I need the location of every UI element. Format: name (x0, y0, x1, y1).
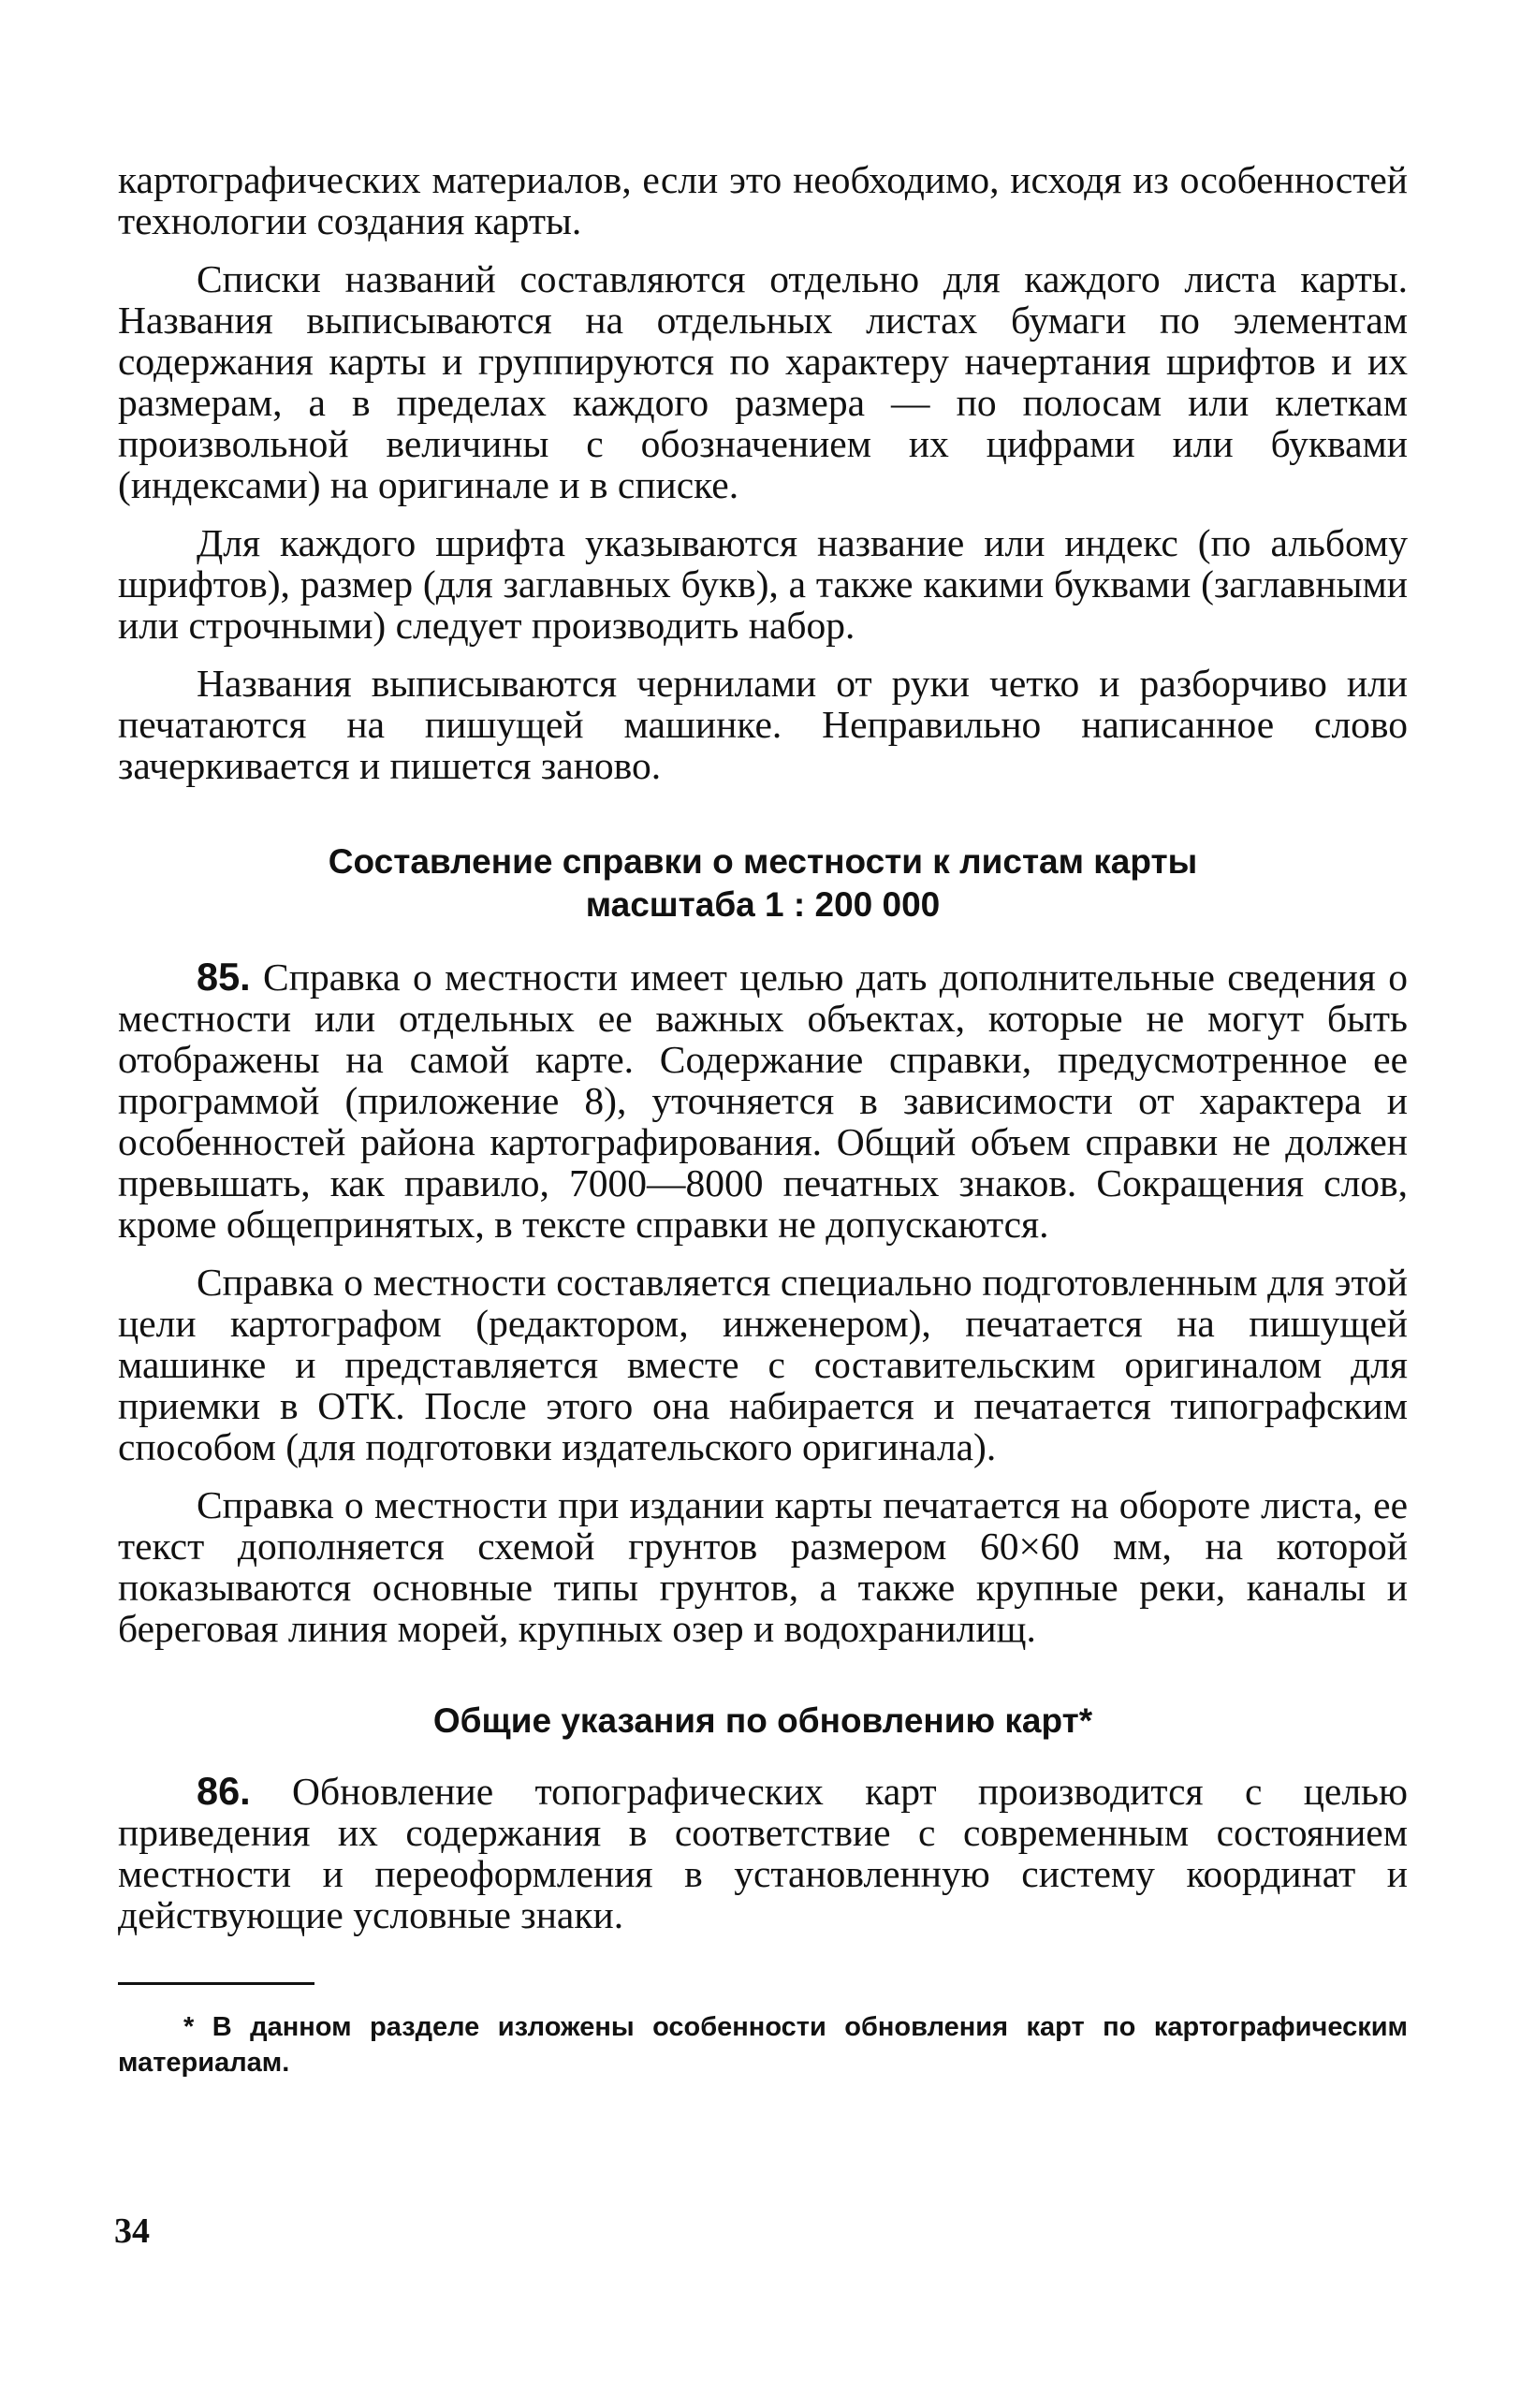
footnote: * В данном разделе изложены особенности обновления карт по картографическим материалам. (118, 2012, 1408, 2078)
section-heading-update: Общие указания по обновлению карт* (432, 1701, 1093, 1740)
section-heading-line-1: Составление справки о местности к листам карты (328, 842, 1198, 881)
paragraph-reference-printing: Справка о местности при издании карты печатается на обороте листа, ее текст дополняется схемой грунтов размером 60×60 мм, на которой показываются основные типы грунтов, а также крупные реки, каналы и береговая линия морей, крупных озер и водохранилищ. (118, 1483, 1408, 1650)
section-heading-map-update (118, 1700, 1408, 1743)
paragraph-writing-names: Названия выписываются чернилами от руки четко и разборчиво или печатаются на пишущей машинке. Неправильно написанное слово зачеркивается и пишется заново. (118, 662, 1408, 787)
page-number: 34 (114, 2211, 150, 2251)
paragraph-86 (118, 1771, 1408, 1935)
page-body (118, 159, 1408, 2080)
section-heading-terrain-reference (118, 840, 1408, 927)
paragraph-reference-preparation: Справка о местности составляется специально подготовленным для этой цели картографом (редактором, инженером), печатается на пишущей машинке и представляется вместе с составительским оригиналом для приемки в ОТК. После этого она набирается и печатается типографским способом (для подготовки издательского оригинала). (118, 1261, 1408, 1468)
paragraph-86-text: Обновление топографических карт производится с целью приведения их содержания в соответствие с современным состоянием местности и переоформления в установленную систему координат и действующие условные знаки. (118, 1770, 1408, 1936)
paragraph-name-lists: Списки названий составляются отдельно для каждого листа карты. Названия выписываются на отдельных листах бумаги по элементам содержания карты и группируются по характеру начертания шрифтов и их размерам, а в пределах каждого размера — по полосам или клеткам произвольной величины с обозначением их цифрами или буквами (индексами) на оригинале и в списке. (118, 257, 1408, 506)
paragraph-font-spec: Для каждого шрифта указываются название или индекс (по альбому шрифтов), размер (для заглавных букв), а также какими буквами (заглавными или строчными) следует производить набор. (118, 521, 1408, 647)
paragraph-85-text: Справка о местности имеет целью дать дополнительные сведения о местности или отдельных ее важных объектах, которые не могут быть отображены на самой карте. Содержание справки, предусмотренное ее программой (приложение 8), уточняется в зависимости от характера и особенностей района картографирования. Общий объем справки не должен превышать, как правило, 7000—8000 печатных знаков. Сокращения слов, кроме общепринятых, в тексте справки не допускаются. (118, 956, 1408, 1246)
paragraph-85 (118, 956, 1408, 1245)
section-heading-line-2: масштаба 1 : 200 000 (585, 885, 941, 924)
paragraph-number-86: 86. (197, 1769, 251, 1813)
paragraph-number-85: 85. (197, 955, 251, 999)
paragraph-continuation: картографических материалов, если это необходимо, исходя из особенностей технологии создания карты. (118, 158, 1408, 242)
footnote-divider (118, 1982, 314, 1985)
